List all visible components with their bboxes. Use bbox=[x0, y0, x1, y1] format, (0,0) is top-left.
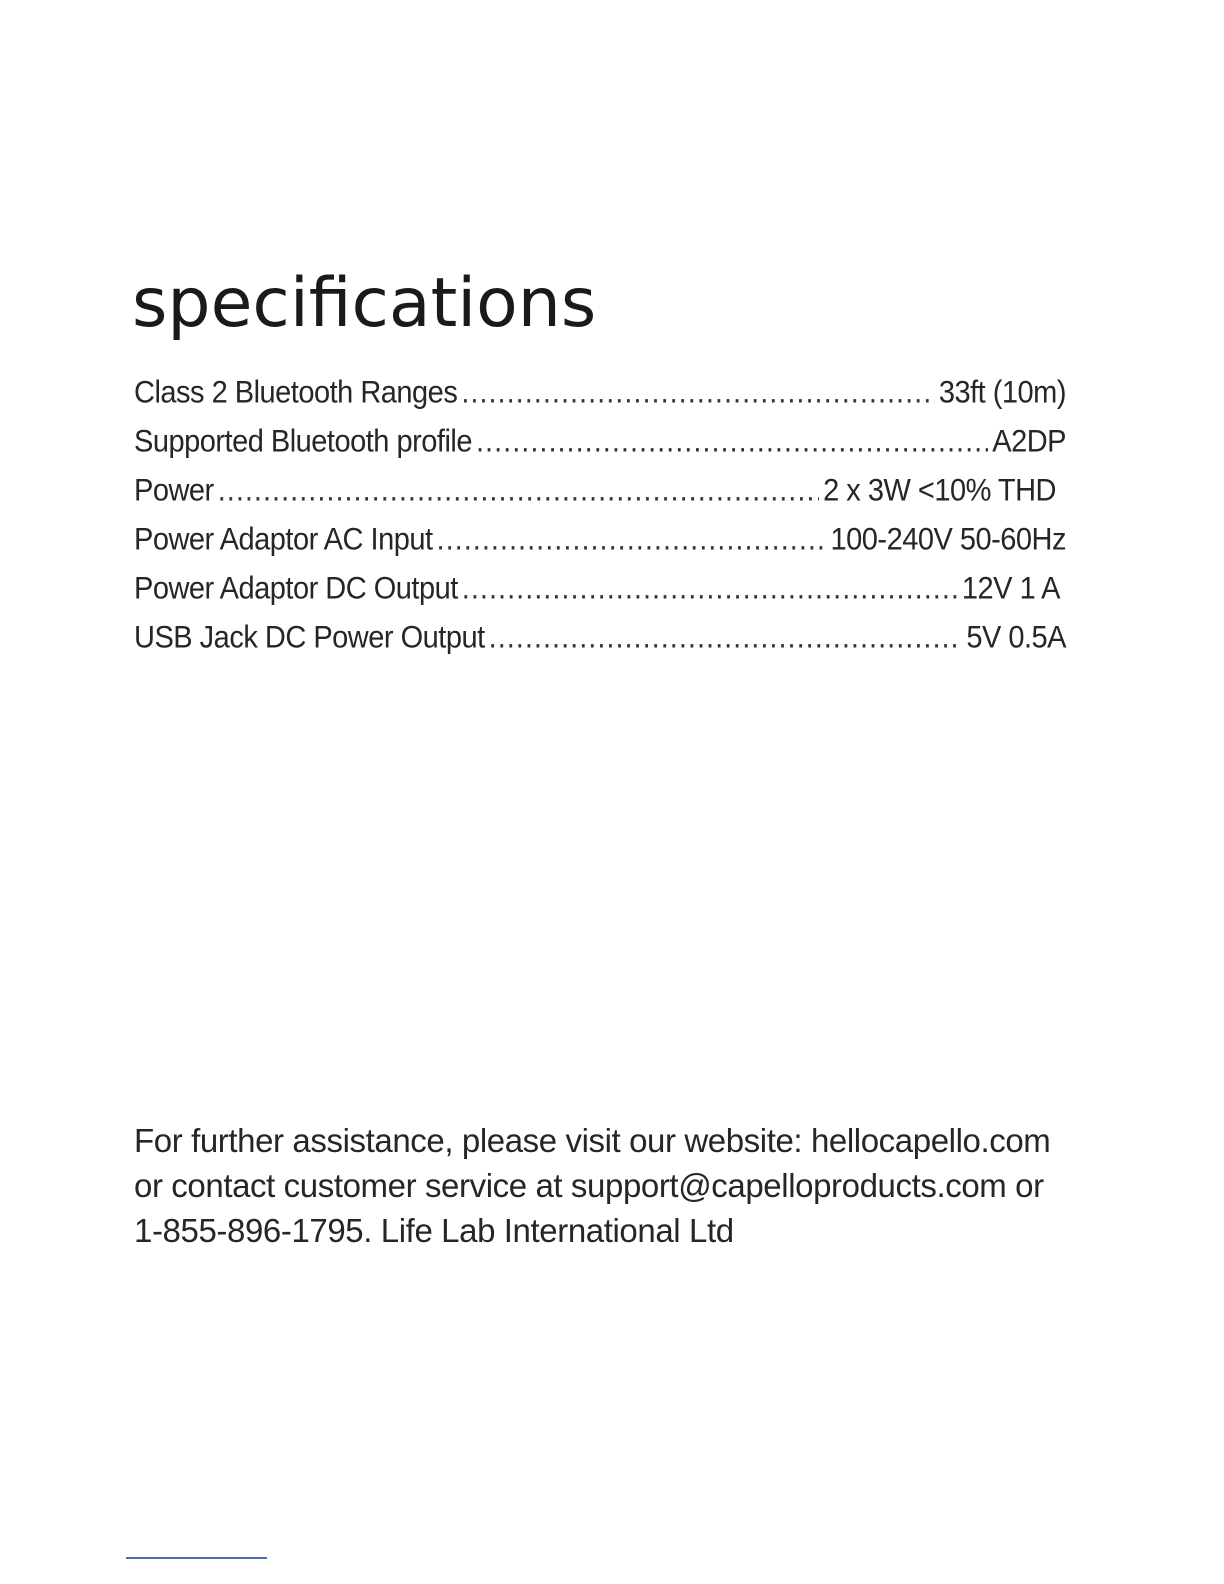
spec-row-bluetooth-profile bbox=[134, 416, 1066, 469]
spec-row-power bbox=[134, 465, 1056, 518]
spec-label: Supported Bluetooth profile bbox=[134, 424, 472, 460]
spec-value: 33ft (10m) bbox=[938, 375, 1066, 411]
assistance-paragraph bbox=[134, 1118, 1054, 1253]
spec-row-usb-output bbox=[134, 612, 1066, 665]
dot-leader bbox=[437, 514, 827, 567]
spec-value: 100-240V 50-60Hz bbox=[830, 522, 1066, 558]
spec-label: USB Jack DC Power Output bbox=[134, 620, 485, 656]
assistance-line-email: or contact customer service at support@capelloproducts.com or bbox=[134, 1167, 1044, 1204]
assistance-line-website: For further assistance, please visit our website: hellocapello.com bbox=[134, 1122, 1051, 1159]
dot-leader bbox=[476, 416, 988, 469]
spec-value: 12V 1 A bbox=[961, 571, 1060, 607]
dot-leader bbox=[489, 612, 963, 665]
spec-row-dc-output bbox=[134, 563, 1060, 616]
footer-rule bbox=[126, 1557, 267, 1559]
page-title: specifications bbox=[132, 264, 597, 343]
spec-value: 2 x 3W <10% THD bbox=[823, 473, 1056, 509]
assistance-line-phone: 1-855-896-1795. Life Lab International Ltd bbox=[134, 1212, 734, 1249]
spec-label: Power Adaptor DC Output bbox=[134, 571, 458, 607]
spec-label: Power bbox=[134, 473, 214, 509]
spec-row-ac-input bbox=[134, 514, 1066, 567]
spec-list bbox=[134, 369, 1066, 663]
spec-value: A2DP bbox=[992, 424, 1066, 460]
spec-value: 5V 0.5A bbox=[966, 620, 1066, 656]
dot-leader bbox=[461, 367, 935, 420]
dot-leader bbox=[218, 465, 819, 518]
spec-label: Class 2 Bluetooth Ranges bbox=[134, 375, 458, 411]
spec-label: Power Adaptor AC Input bbox=[134, 522, 433, 558]
spec-row-bluetooth-range bbox=[134, 367, 1066, 420]
dot-leader bbox=[462, 563, 958, 616]
